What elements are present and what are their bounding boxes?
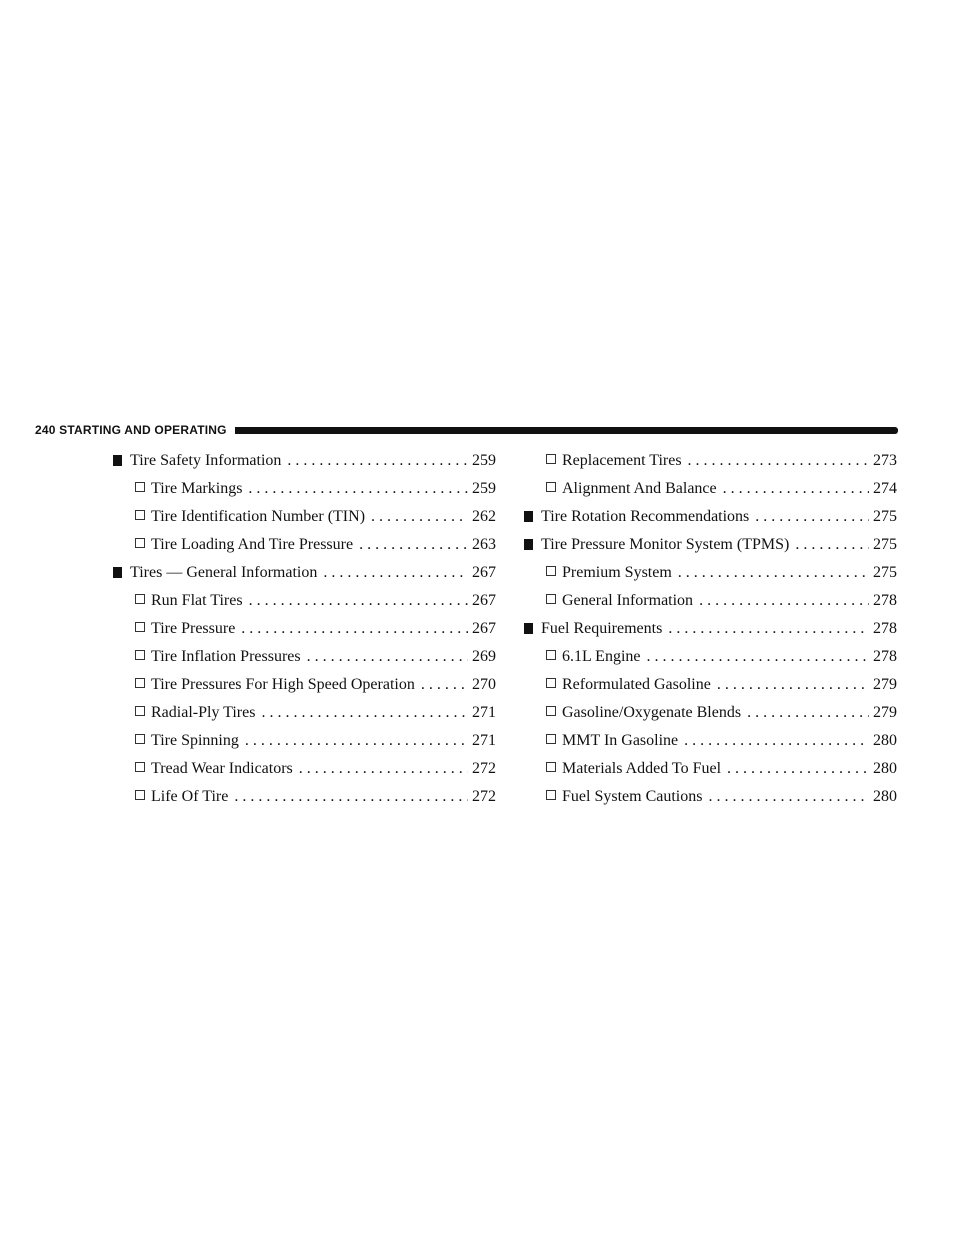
dot-leader [678,564,869,582]
toc-entry-page-number: 262 [472,508,496,525]
dot-leader [287,452,468,470]
toc-section-entry[interactable] [524,536,897,564]
toc-entry-page-number: 278 [873,648,897,665]
toc-entry-title: General Information [562,592,694,609]
toc-subsection-entry[interactable] [524,732,897,760]
toc-entry-page-number: 271 [472,704,496,721]
toc-entry-page-number: 274 [873,480,897,497]
hollow-square-bullet-icon [546,762,556,772]
toc-entry-title: Materials Added To Fuel [562,760,722,777]
toc-entry-title: Gasoline/Oxygenate Blends [562,704,742,721]
hollow-square-bullet-icon [135,734,145,744]
dot-leader [755,508,869,526]
toc-subsection-entry[interactable] [113,732,496,760]
dot-leader [261,704,468,722]
toc-subsection-entry[interactable] [113,648,496,676]
toc-entry-title: Tire Safety Information [130,452,282,469]
dot-leader [234,788,468,806]
toc-entry-title: Replacement Tires [562,452,682,469]
toc-entry-page-number: 280 [873,788,897,805]
toc-entry-page-number: 279 [873,676,897,693]
toc-subsection-entry[interactable] [113,592,496,620]
dot-leader [371,508,468,526]
hollow-square-bullet-icon [546,734,556,744]
toc-right-column [524,452,897,816]
dot-leader [248,480,468,498]
dot-leader [688,452,869,470]
toc-entry-page-number: 280 [873,732,897,749]
toc-subsection-entry[interactable] [113,480,496,508]
hollow-square-bullet-icon [546,678,556,688]
toc-entry-title: Tire Pressure Monitor System (TPMS) [541,536,790,553]
toc-entry-title: Radial-Ply Tires [151,704,256,721]
toc-entry-page-number: 269 [472,648,496,665]
toc-subsection-entry[interactable] [113,620,496,648]
toc-entry-page-number: 275 [873,564,897,581]
toc-entry-title: Alignment And Balance [562,480,717,497]
dot-leader [747,704,869,722]
toc-entry-page-number: 267 [472,620,496,637]
toc-entry-page-number: 275 [873,536,897,553]
dot-leader [723,480,869,498]
toc-entry-title: Tire Spinning [151,732,239,749]
toc-entry-page-number: 278 [873,592,897,609]
hollow-square-bullet-icon [546,650,556,660]
dot-leader [323,564,468,582]
toc-subsection-entry[interactable] [524,480,897,508]
toc-subsection-entry[interactable] [524,564,897,592]
toc-subsection-entry[interactable] [524,760,897,788]
hollow-square-bullet-icon [135,594,145,604]
hollow-square-bullet-icon [546,790,556,800]
hollow-square-bullet-icon [135,706,145,716]
toc-subsection-entry[interactable] [524,648,897,676]
toc-entry-title: Tire Pressure [151,620,236,637]
dot-leader [795,536,869,554]
hollow-square-bullet-icon [135,678,145,688]
dot-leader [249,592,468,610]
dot-leader [359,536,468,554]
toc-entry-page-number: 267 [472,592,496,609]
header-rule [235,427,898,434]
toc-entry-page-number: 267 [472,564,496,581]
dot-leader [727,760,869,778]
hollow-square-bullet-icon [546,706,556,716]
toc-entry-title: Life Of Tire [151,788,229,805]
dot-leader [241,620,468,638]
toc-subsection-entry[interactable] [524,452,897,480]
dot-leader [647,648,870,666]
toc-entry-page-number: 280 [873,760,897,777]
toc-entry-title: Tires — General Information [130,564,318,581]
filled-square-bullet-icon [113,567,122,578]
dot-leader [684,732,869,750]
toc-entry-page-number: 279 [873,704,897,721]
hollow-square-bullet-icon [135,622,145,632]
dot-leader [717,676,869,694]
dot-leader [421,676,468,694]
toc-entry-title: Run Flat Tires [151,592,243,609]
toc-entry-page-number: 272 [472,760,496,777]
toc-left-column [113,452,496,816]
toc-entry-page-number: 273 [873,452,897,469]
toc-entry-title: Reformulated Gasoline [562,676,711,693]
hollow-square-bullet-icon [135,482,145,492]
page-header-title: 240 STARTING AND OPERATING [35,423,227,437]
dot-leader [708,788,869,806]
page-header [35,422,898,438]
toc-subsection-entry[interactable] [113,536,496,564]
toc-section-entry[interactable] [113,452,496,480]
toc-entry-page-number: 271 [472,732,496,749]
hollow-square-bullet-icon [546,566,556,576]
filled-square-bullet-icon [524,511,533,522]
toc-entry-page-number: 275 [873,508,897,525]
toc-subsection-entry[interactable] [524,788,897,816]
toc-subsection-entry[interactable] [113,788,496,816]
toc-entry-title: MMT In Gasoline [562,732,679,749]
hollow-square-bullet-icon [546,594,556,604]
toc-entry-title: Tire Rotation Recommendations [541,508,750,525]
toc-entry-title: Premium System [562,564,672,581]
toc-entry-title: Fuel System Cautions [562,788,703,805]
toc-subsection-entry[interactable] [524,676,897,704]
toc-entry-page-number: 272 [472,788,496,805]
dot-leader [245,732,468,750]
toc-subsection-entry[interactable] [113,508,496,536]
dot-leader [307,648,468,666]
filled-square-bullet-icon [524,623,533,634]
toc-entry-page-number: 263 [472,536,496,553]
toc-entry-title: Fuel Requirements [541,620,663,637]
toc-entry-title: Tire Pressures For High Speed Operation [151,676,415,693]
hollow-square-bullet-icon [135,762,145,772]
toc-entry-title: Tire Identification Number (TIN) [151,508,366,525]
toc-entry-title: Tire Inflation Pressures [151,648,301,665]
hollow-square-bullet-icon [135,650,145,660]
dot-leader [299,760,468,778]
hollow-square-bullet-icon [546,454,556,464]
toc-subsection-entry[interactable] [113,704,496,732]
filled-square-bullet-icon [113,455,122,466]
hollow-square-bullet-icon [135,790,145,800]
toc-subsection-entry[interactable] [113,760,496,788]
toc-entry-title: Tread Wear Indicators [151,760,293,777]
toc-entry-title: Tire Loading And Tire Pressure [151,536,354,553]
toc-entry-page-number: 259 [472,480,496,497]
hollow-square-bullet-icon [135,538,145,548]
toc-section-entry[interactable] [524,620,897,648]
hollow-square-bullet-icon [546,482,556,492]
filled-square-bullet-icon [524,539,533,550]
toc-entry-page-number: 270 [472,676,496,693]
toc-entry-page-number: 278 [873,620,897,637]
toc-section-entry[interactable] [524,508,897,536]
toc-section-entry[interactable] [113,564,496,592]
dot-leader [668,620,869,638]
dot-leader [699,592,869,610]
toc-subsection-entry[interactable] [524,592,897,620]
toc-entry-page-number: 259 [472,452,496,469]
toc-subsection-entry[interactable] [524,704,897,732]
hollow-square-bullet-icon [135,510,145,520]
toc-subsection-entry[interactable] [113,676,496,704]
toc-entry-title: Tire Markings [151,480,243,497]
toc-entry-title: 6.1L Engine [562,648,641,665]
